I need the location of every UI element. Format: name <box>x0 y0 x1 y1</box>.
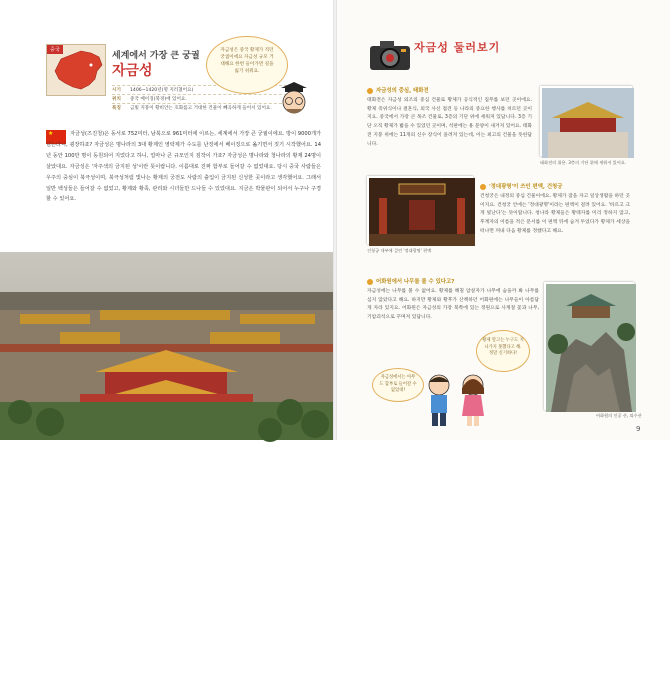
bullet-icon <box>480 184 486 190</box>
info-label: 특징 <box>112 106 121 111</box>
bullet-icon <box>367 88 373 94</box>
section-heading: 자금성 둘러보기 <box>414 41 501 54</box>
camera-icon <box>368 38 412 72</box>
section-title-3 <box>367 277 454 285</box>
section-text-2: 건청궁은 내정의 중심 건물이에요. 황제가 잠을 자고 일상생활을 하던 곳이지요. 건청궁 안에는 '정대광명'이라는 편액이 걸려 있어요. '바르고 크게 빛난다'는 뜻이랍니다. 청나라 황제들은 황태자를 미리 정하지 않고, 후계자의 이름을 적은 문서를 이 편액 뒤에 숨겨 두었다가 황제가 세상을 떠나면 꺼내 다음 황제를 정했다고 해요. <box>480 194 630 234</box>
qianqinggong-image <box>369 178 475 246</box>
info-row <box>112 94 292 103</box>
info-row <box>112 103 292 112</box>
photo-caption: 자금성 전경. 적의 침입을 막기 위해 해자(물웅덩이)와 높은 성벽으로 둘러싸여 있어요. <box>10 511 115 523</box>
star-icon: ★ <box>48 130 54 137</box>
taihedian-photo <box>540 86 632 156</box>
bullet-icon <box>367 279 373 285</box>
professor-illustration <box>275 80 313 120</box>
kid-speech-bubble-left: 자금성에서는 아무도 함부로 들어갈 수 없었대! <box>372 368 424 402</box>
info-value: 1406~1420년(명 지러쳤어요) <box>130 88 194 93</box>
taihedian-image <box>542 88 634 158</box>
section-title-2 <box>480 182 562 190</box>
section-title-text: 어화원에서 나무를 볼 수 있다고? <box>376 279 455 285</box>
china-map <box>46 44 106 96</box>
section-text-1: 태화전은 자금성 외조의 중심 건물로 황제가 공식적인 집무를 보던 곳이에요. 황제 즉위식이나 결혼식, 외국 사신 접견 등 나라의 중요한 행사를 치르던 곳이지요. 중국에서 가장 큰 목조 건물로, 3층의 기단 위에 세워져 있답니다. 3층 기단 오직 황제가 밟을 수 있었던 곳이며, 석판에는 용 문양이 새겨져 있어요. 태화전 지붕 위에는 11개의 신수 장식이 올려져 있는데, 이는 최고의 건물을 뜻한답니다. <box>367 98 532 147</box>
girl-illustration <box>458 372 488 428</box>
yuhuayuan-photo <box>544 282 634 410</box>
page-number-right: 9 <box>636 425 641 433</box>
image-caption-2: 건청궁 내부에 걸린 '정대광명' 편액 <box>367 248 432 253</box>
yuhuayuan-image <box>546 284 636 412</box>
qianqinggong-photo <box>367 176 473 244</box>
section-text-3: 자금성에는 나무를 볼 수 없어요. 황제를 해칠 암살자가 나무에 숨을까 봐 나무를 심지 않았다고 해요. 하지만 황제와 황후가 산책하던 어화원에는 나무들이 아름답게 자라 있지요. 어화원은 자금성의 가장 북쪽에 있는 정원으로 사계절 꽃과 나무, 기암괴석으로 꾸며져 있답니다. <box>367 289 539 321</box>
info-value: 금빛 지붕이 황비안는 호화롭고 거대한 건물이 빼곡하게 들어서 있어요. <box>130 106 272 111</box>
professor-speech-bubble: 자금성은 중국 황제가 직던 궁궐이에요 자금성 규모 거대해요 한번 들어가면 길을 잃기 쉬워요. <box>206 36 288 94</box>
page-title: 자금성 <box>112 63 153 79</box>
image-caption-3: 어화원의 인공 산, 퇴수산 <box>596 413 642 418</box>
map-tag: 중국 <box>47 45 63 54</box>
kid-speech-bubble-right: 황제 말고는 누구도 지나가지 못했다고 해. 정말 신기하다! <box>476 330 530 372</box>
section-title-text: 자금성의 중심, 태화전 <box>376 88 429 94</box>
info-label: 시기 <box>112 88 121 93</box>
section-title-text: '정대광명'이 쓰인 편액, 건청궁 <box>489 184 563 190</box>
page-number-left: 8 <box>34 677 39 685</box>
forbidden-city-aerial <box>0 252 333 440</box>
boy-illustration <box>424 372 454 428</box>
title-subtitle: 세계에서 가장 큰 궁궐 <box>112 51 200 61</box>
section-title-1 <box>367 86 429 94</box>
info-label: 위치 <box>112 97 121 102</box>
image-caption-1: 태화전의 위용. 3층의 기단 위에 세워져 있어요. <box>540 160 627 165</box>
info-value: 중국 베이징(북경)에 있어요. <box>130 97 187 102</box>
body-text: 자금성(즈진청)은 동서로 752미터, 남북으로 961미터에 이르는, 세계에서 가장 큰 궁궐이에요. 방이 9000개가 넘는다니, 굉장하죠? 자금성은 명나라의 3대 황제인 영락제가 수도를 난징에서 베이징으로 옮기면서 짓기 시작했어요. 14년 동안 100만 명이 동원되어 지었다고 하니, 얼마나 큰 규모인지 짐작이 가죠? 자금성은 명나라와 청나라의 황제 24명이 살았대요. 자금성은 '자주색의 금지된 성'이란 뜻이랍니다. 이름대로 진짜 함부로 들어갈 수 없었대요. 당시 중국 사람들은 우주의 중심이 북극성이며, 북극성처럼 빛나는 황제의 궁전도 사람의 출입이 금지된 신성한 곳이라고 생각했어요. 그래서 일반 백성들은 들어갈 수 없었고, 황제와 황족, 관리와 시녀들만 드나들 수 있었대요. 지금은 박물관이 되어서 누구나 구경할 수 있어요. <box>46 131 321 203</box>
left-page <box>0 0 333 685</box>
forbidden-city-photo <box>0 252 333 685</box>
